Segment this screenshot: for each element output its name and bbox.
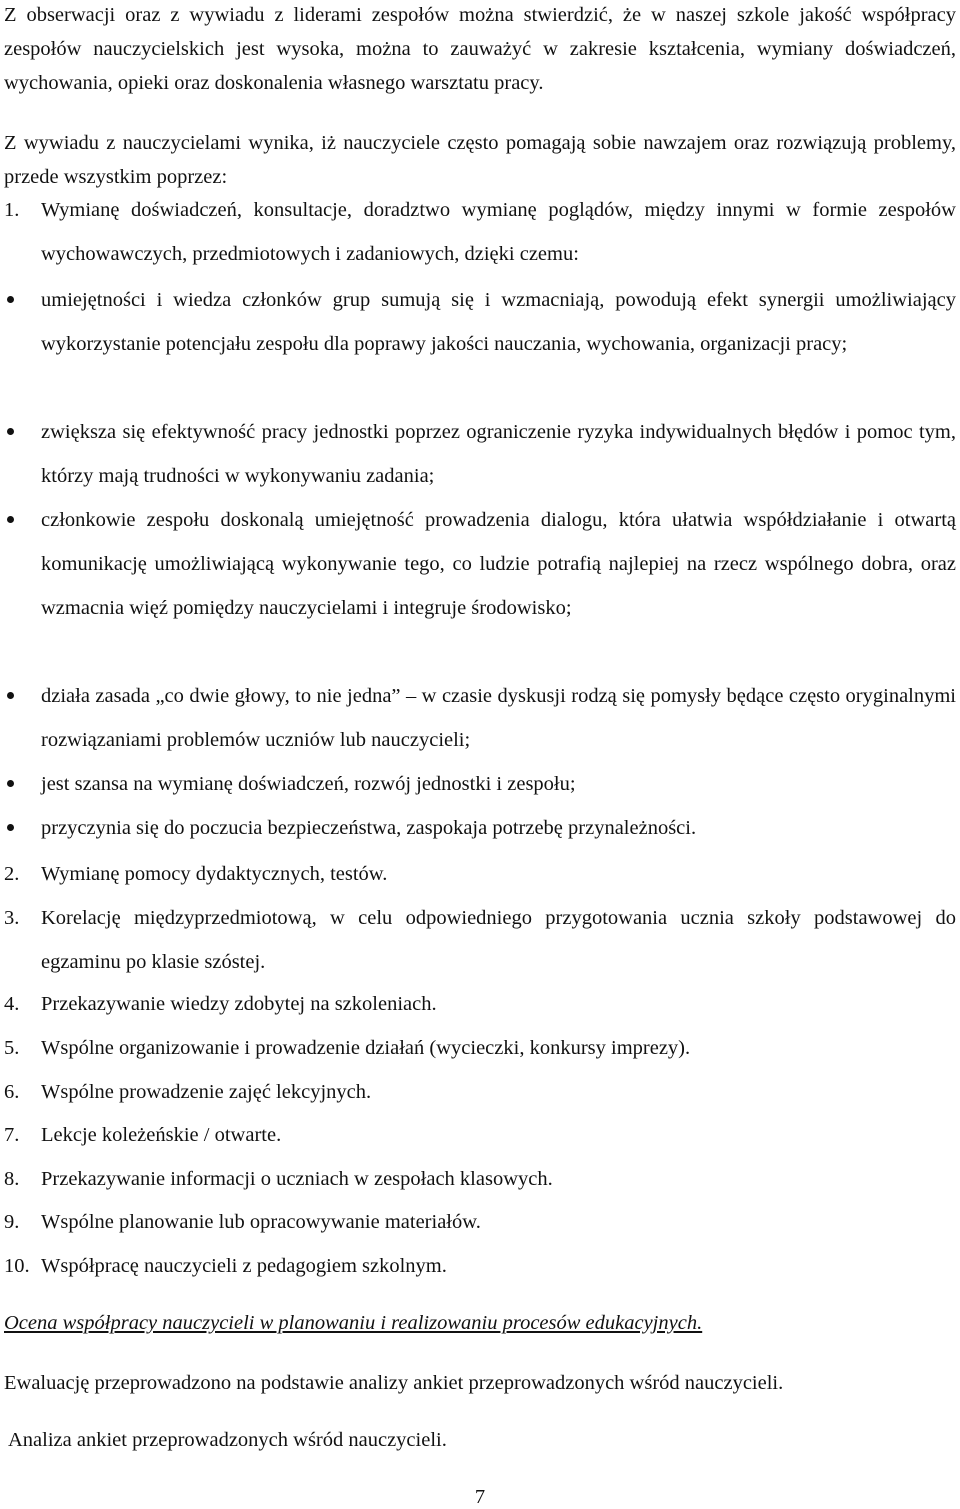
intro-paragraph-1: Z obserwacji oraz z wywiadu z liderami zespołów można stwierdzić, że w naszej szkole jakość współpracy zespołów nauczycielskich jest wysoka, można to zauważyć w zakresie kształcenia, wymiany doświadczeń, wychowania, opieki oraz doskonalenia własnego warsztatu pracy. xyxy=(4,4,956,94)
list-item-text: Przekazywanie wiedzy zdobytej na szkoleniach. xyxy=(41,993,437,1015)
bullet-dot xyxy=(7,296,14,303)
list-item-text: Przekazywanie informacji o uczniach w zespołach klasowych. xyxy=(41,1168,553,1190)
list-number: 6. xyxy=(4,1081,20,1103)
list-item-text: Wymianę pomocy dydaktycznych, testów. xyxy=(41,863,388,885)
bullet-item-text: przyczynia się do poczucia bezpieczeństwa, zaspokaja potrzebę przynależności. xyxy=(41,817,697,839)
bullet-item-text: jest szansa na wymianę doświadczeń, rozwój jednostki i zespołu; xyxy=(41,773,576,795)
list-number: 3. xyxy=(4,907,20,929)
section-heading: Ocena współpracy nauczycieli w planowaniu i realizowaniu procesów edukacyjnych. xyxy=(4,1312,703,1334)
bullet-dot xyxy=(7,428,14,435)
bullet-dot xyxy=(7,824,14,831)
list-item-text: Lekcje koleżeńskie / otwarte. xyxy=(41,1124,282,1146)
bullet-item-text: zwiększa się efektywność pracy jednostki poprzez ograniczenie ryzyka indywidualnych błędów i pomoc tym, którzy mają trudności w wykonywaniu zadania; xyxy=(41,421,956,487)
list-number: 5. xyxy=(4,1037,20,1059)
list-number: 7. xyxy=(4,1124,20,1146)
list-item-text: Korelację międzyprzedmiotową, w celu odpowiedniego przygotowania ucznia szkoły podstawowej do egzaminu po klasie szóstej. xyxy=(41,907,956,973)
list-number: 4. xyxy=(4,993,20,1015)
list-item-text: Wymianę doświadczeń, konsultacje, doradztwo wymianę poglądów, między innymi w formie zespołów wychowawczych, przedmiotowych i zadaniowych, dzięki czemu: xyxy=(41,199,956,265)
list-number: 10. xyxy=(4,1255,30,1277)
closing-paragraph-2: Analiza ankiet przeprowadzonych wśród nauczycieli. xyxy=(4,1429,447,1451)
list-item-text: Wspólne organizowanie i prowadzenie działań (wycieczki, konkursy imprezy). xyxy=(41,1037,691,1059)
list-number: 2. xyxy=(4,863,20,885)
bullet-dot xyxy=(7,692,14,699)
intro-paragraph-2: Z wywiadu z nauczycielami wynika, iż nauczyciele często pomagają sobie nawzajem oraz rozwiązują problemy, przede wszystkim poprzez: xyxy=(4,132,956,188)
list-number: 9. xyxy=(4,1211,20,1233)
bullet-dot xyxy=(7,780,14,787)
page-number: 7 xyxy=(474,1486,486,1508)
list-item-text: Współpracę nauczycieli z pedagogiem szkolnym. xyxy=(41,1255,447,1277)
bullet-item-text: działa zasada „co dwie głowy, to nie jedna” – w czasie dyskusji rodzą się pomysły będące często oryginalnymi rozwiązaniami problemów uczniów lub nauczycieli; xyxy=(41,685,956,751)
closing-paragraph-1: Ewaluację przeprowadzono na podstawie analizy ankiet przeprowadzonych wśród nauczycieli. xyxy=(4,1372,784,1394)
list-number: 1. xyxy=(4,199,20,221)
list-number: 8. xyxy=(4,1168,20,1190)
list-item-text: Wspólne prowadzenie zajęć lekcyjnych. xyxy=(41,1081,372,1103)
list-item-text: Wspólne planowanie lub opracowywanie materiałów. xyxy=(41,1211,481,1233)
bullet-item-text: umiejętności i wiedza członków grup sumują się i wzmacniają, powodują efekt synergii umożliwiający wykorzystanie potencjału zespołu dla poprawy jakości nauczania, wychowania, organizacji pracy; xyxy=(41,289,956,355)
bullet-item-text: członkowie zespołu doskonalą umiejętność prowadzenia dialogu, która ułatwia współdziałanie i otwartą komunikację umożliwiającą wykonywanie tego, co ludzie potrafią najlepiej na rzecz wspólnego dobra, oraz wzmacnia więź pomiędzy nauczycielami i integruje środowisko; xyxy=(41,509,956,619)
bullet-dot xyxy=(7,516,14,523)
